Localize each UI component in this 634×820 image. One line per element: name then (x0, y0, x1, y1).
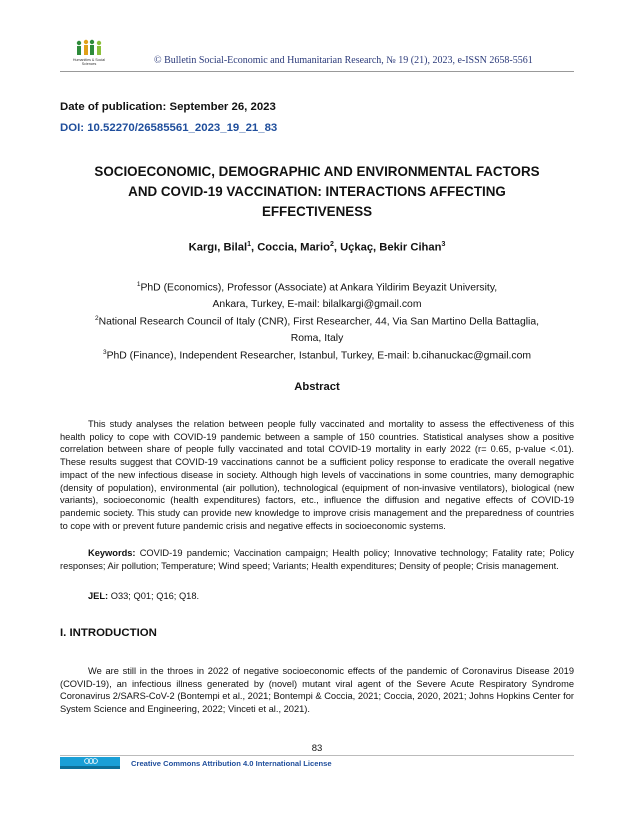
doi-link[interactable]: DOI: 10.52270/26585561_2023_19_21_83 (60, 122, 278, 134)
affiliation-sup: 2 (94, 315, 99, 322)
journal-logo (60, 38, 118, 68)
keywords-text: COVID-19 pandemic; Vaccination campaign; Health policy; Innovative technology; Fatality rate; Policy responses; Air pollution; Temperature; Wind speed; Variants; Health expenditures; Density of people; Crisis management. (60, 548, 574, 571)
logo-text-line1: Humanities & Social (72, 58, 106, 62)
jel-text: O33; Q01; Q16; Q18. (108, 591, 200, 601)
cc-circles-icon (84, 758, 98, 764)
abstract-heading: Abstract (294, 381, 340, 393)
affiliation-2 (60, 310, 574, 347)
paper-title (60, 162, 574, 222)
publication-date: Date of publication: September 26, 2023 (60, 101, 276, 113)
cc-badge-strip (60, 766, 120, 769)
affiliation-line: PhD (Economics), Professor (Associate) at Ankara Yildirim Beyazit University, (140, 282, 498, 294)
header-divider (60, 71, 574, 72)
author-list: Kargı, Bilal$^1$, Coccia, Mario$^2$, Uçkaç, Bekir Cihan$^3$ (188, 241, 446, 254)
author-name: Kargı, Bilal (188, 241, 248, 254)
affiliation-3 (60, 344, 574, 364)
page-header (60, 38, 574, 72)
journal-citation: © Bulletin Social-Economic and Humanitarian Research, № 19 (21), 2023, e-ISSN 2658-5561 (154, 55, 533, 66)
section-heading-introduction: I. INTRODUCTION (60, 627, 157, 639)
keywords-label: Keywords: (88, 548, 136, 558)
abstract-text: This study analyses the relation between people fully vaccinated and mortality to assess the effectiveness of this health policy to cope with COVID-19 pandemic between a sample of 150 countries. Statistical analyses show a positive correlation between share of people fully vaccinated and total COVID-19 mortality in early 2022 (r= 0.65, p-value <.01). These results suggest that COVID-19 vaccinations cannot be a sufficient policy response to eradicate the overall negative impact of the new infectious disease in society. Although high levels of vaccinations in some countries, many demographic (density of population), environmental (air pollution), technological (equipment of non-invasive ventilators), biological (new variants), socioeconomic (health expenditures) factors, etc., influence the diffusion and negative effects of COVID-19 pandemic society. This study can provide new knowledge to improve crisis management and the preparedness of countries to cope with or prevent future pandemic crisis and negative effects in socioeconomic systems. (60, 419, 574, 531)
jel-label: JEL: (88, 591, 109, 601)
affiliation-line: National Research Council of Italy (CNR), First Researcher, 44, Via San Martino Della Battaglia, (98, 316, 540, 328)
jel-paragraph (60, 590, 574, 603)
license-link[interactable]: Creative Commons Attribution 4.0 International License (131, 759, 332, 768)
affiliation-1 (60, 276, 574, 313)
footer-divider (60, 755, 574, 756)
keywords-paragraph (60, 547, 574, 572)
title-line-1: SOCIOECONOMIC, DEMOGRAPHIC AND ENVIRONMENTAL FACTORS (94, 164, 540, 179)
introduction-text: We are still in the throes in 2022 of negative socioeconomic effects of the pandemic of Coronavirus Disease 2019 (COVID-19), an infectious illness generated by (novel) mutant viral agent of the Severe Acute Respiratory Syndrome Coronavirus 2/SARS-CoV-2 (Bontempi et al., 2021; Bontempi & Coccia, 2021; Coccia, 2020, 2021; Johns Hopkins Center for System Science and Engineering, 2022; Vinceti et al., 2021). (60, 666, 574, 715)
affiliation-line: Roma, Italy (290, 333, 344, 345)
cc-license-badge-icon[interactable] (60, 757, 120, 769)
author-sup: 2 (329, 241, 334, 248)
affiliation-sup: 3 (102, 349, 107, 356)
people-logo-icon (74, 38, 104, 58)
title-line-2: AND COVID-19 VACCINATION: INTERACTIONS AFFECTING (128, 184, 506, 199)
logo-text-line2: Sciences (81, 62, 97, 66)
page-number: 83 (311, 743, 323, 754)
author-name: Uçkaç, Bekir Cihan (340, 241, 442, 254)
title-line-3: EFFECTIVENESS (261, 204, 373, 219)
author-sup: 1 (247, 241, 251, 248)
affiliation-sup: 1 (136, 281, 141, 288)
affiliation-line: Ankara, Turkey, E-mail: bilalkargi@gmail.com (212, 299, 422, 311)
author-sup: 3 (441, 241, 446, 248)
author-name: Coccia, Mario (257, 241, 330, 254)
affiliation-line: PhD (Finance), Independent Researcher, Istanbul, Turkey, E-mail: b.cihanuckac@gmail.com (106, 350, 532, 362)
